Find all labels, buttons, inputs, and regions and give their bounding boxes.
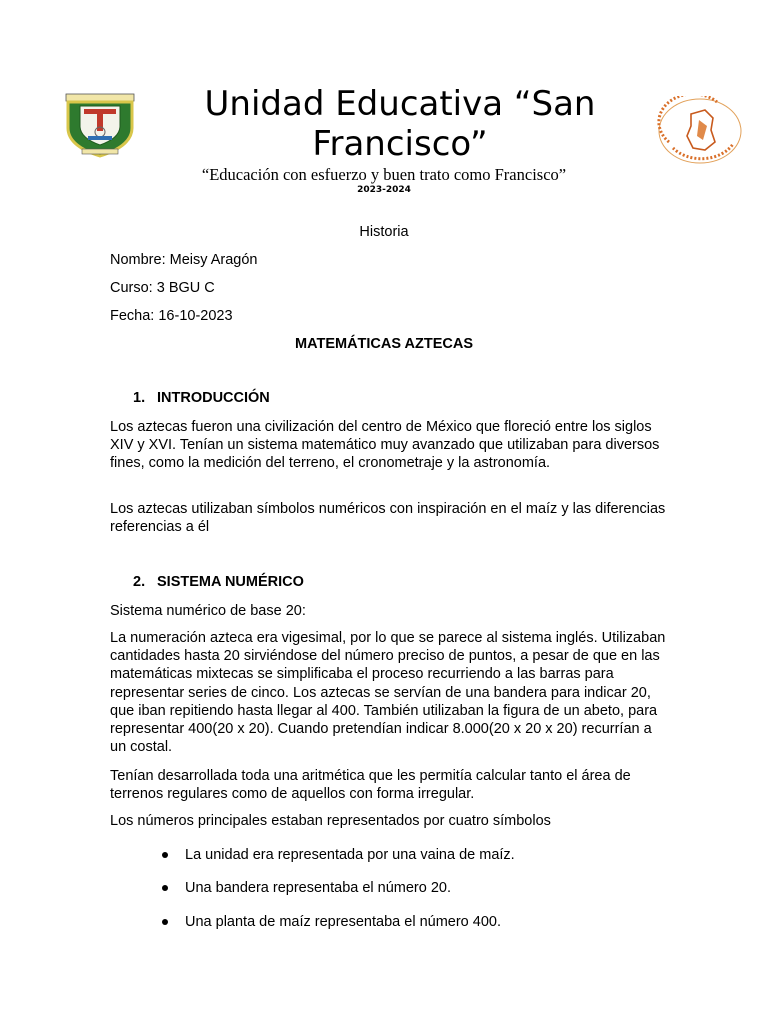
paragraph: Los aztecas fueron una civilización del centro de México que floreció entre los siglos XIV y XVI. Tenían un sistema matemático muy avanzado que utilizaban para diversos fines, como la medición del terreno, el cronometraje y la astronomía. [110, 419, 660, 472]
paragraph: Los números principales estaban representados por cuatro símbolos [110, 813, 551, 829]
bullet-icon [162, 919, 168, 925]
capuchin-seal-icon [655, 96, 745, 166]
paragraph: Sistema numérico de base 20: [110, 603, 306, 619]
bullet-icon [162, 852, 168, 858]
section-heading: INTRODUCCIÓN [157, 390, 270, 406]
section-number: 2. [133, 574, 146, 590]
paragraph: La numeración azteca era vigesimal, por lo que se parece al sistema inglés. Utilizaban cantidades hasta 20 sirviéndose del número preciso de puntos, a pesar de que en las matemáticas mixtecas se simplificaba el proceso recurriendo a las barras para representar series de cinco. Los aztecas se servían de una bandera para indicar 20, que iban repitiendo hasta llegar al 400. También utilizaban la figura de un abeto, para representar 400(20 x 20). Cuando pretendían indicar 8.000(20 x 20 x 20) recurrían a un costal. [110, 630, 666, 756]
subject-label: Historia [359, 224, 409, 240]
section-number: 1. [133, 390, 146, 406]
document-title: MATEMÁTICAS AZTECAS [294, 336, 473, 352]
student-name: Nombre: Meisy Aragón [110, 252, 258, 268]
paragraph: Los aztecas utilizaban símbolos numéricos con inspiración en el maíz y las diferencias referencias a él [110, 501, 666, 536]
list-item: La unidad era representada por una vaina de maíz. [185, 847, 515, 863]
date-label: Fecha: 16-10-2023 [110, 308, 233, 324]
bullet-icon [162, 885, 168, 891]
school-crest-icon [60, 92, 140, 158]
paragraph: Tenían desarrollada toda una aritmética que les permitía calcular tanto el área de terrenos regulares como de aquellos con forma irregular. [110, 768, 631, 803]
school-name-title: Unidad Educativa “San Francisco” [204, 84, 596, 164]
school-motto: “Educación con esfuerzo y buen trato como Francisco” [201, 165, 567, 184]
section-heading: SISTEMA NUMÉRICO [157, 574, 304, 590]
course-label: Curso: 3 BGU C [110, 280, 215, 296]
list-item: Una planta de maíz representaba el número 400. [185, 914, 501, 930]
school-year: 2023-2024 [357, 185, 411, 195]
list-item: Una bandera representaba el número 20. [185, 880, 452, 896]
